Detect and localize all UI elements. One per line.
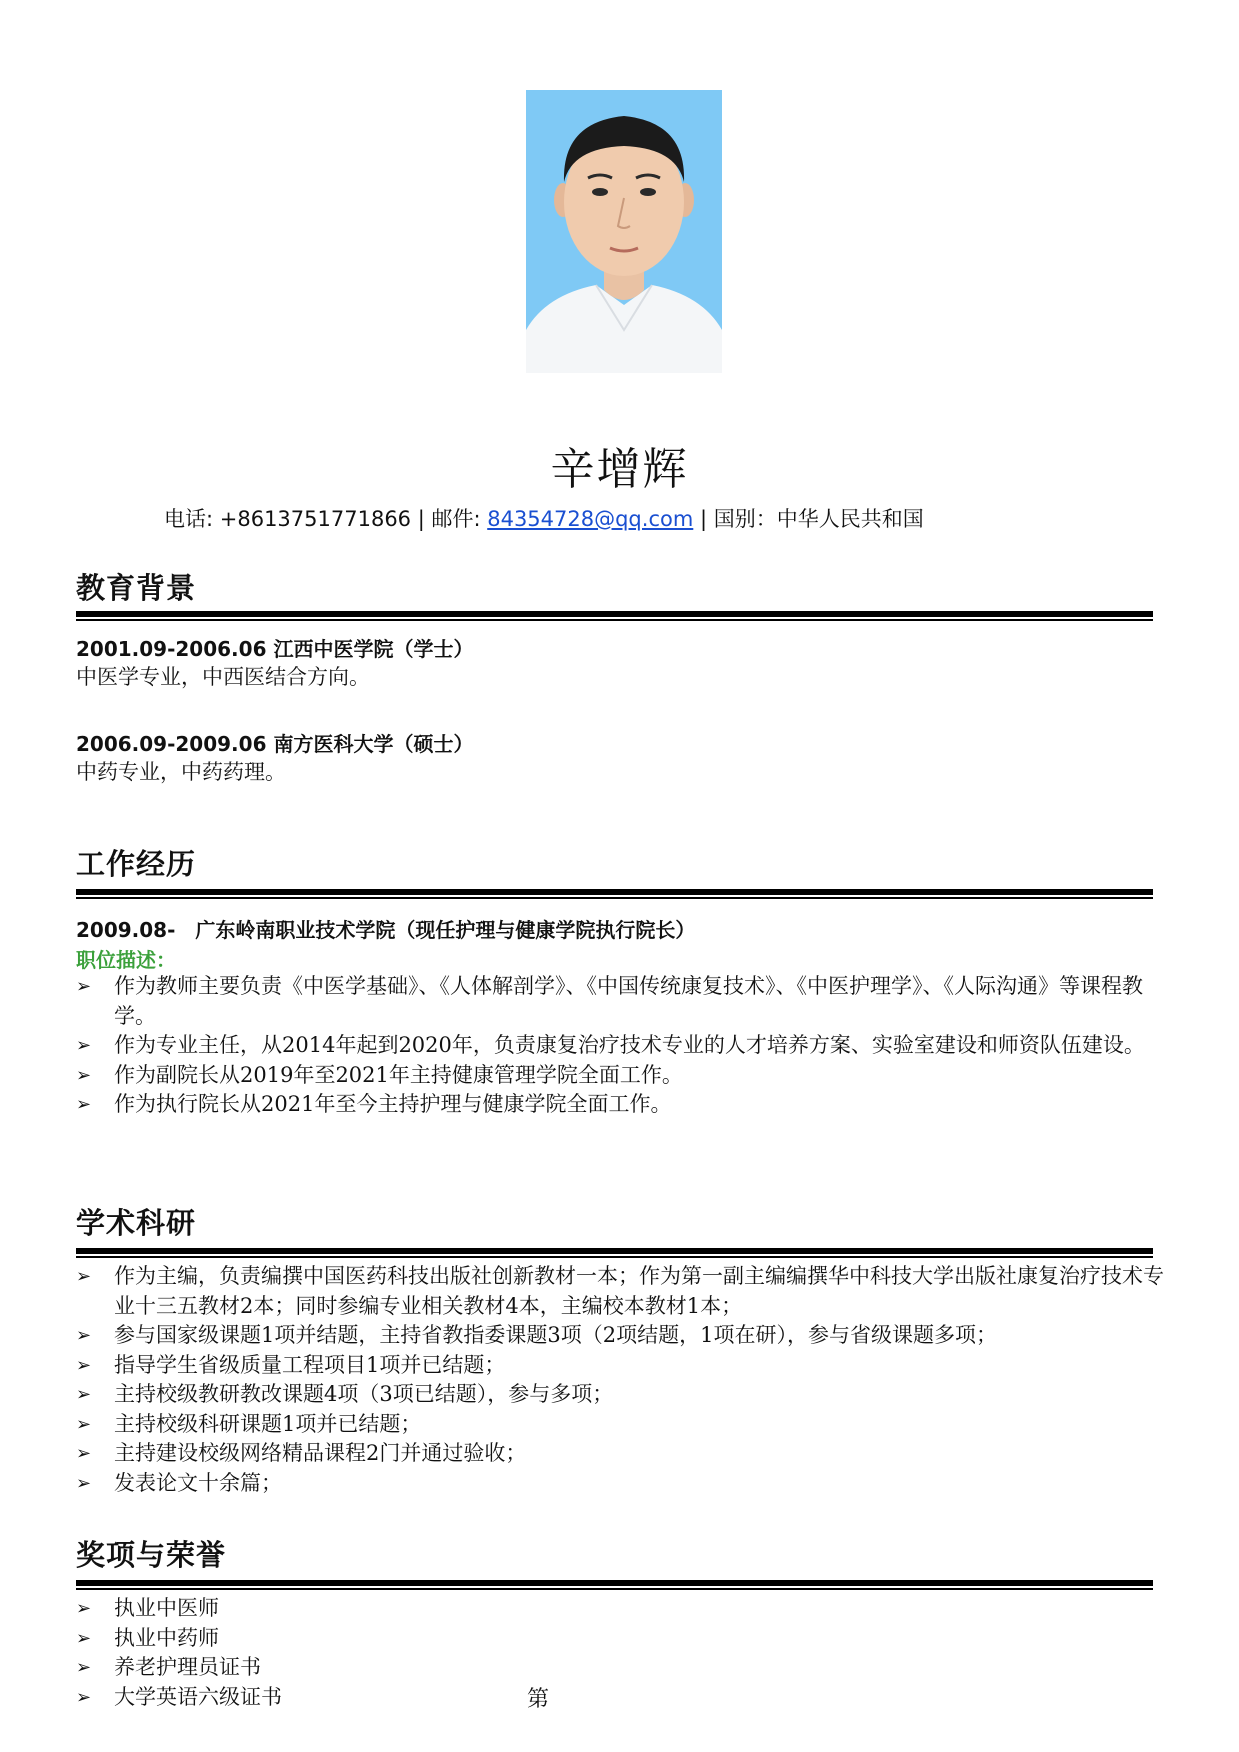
section-divider bbox=[76, 611, 1153, 621]
arrow-bullet-icon: ➢ bbox=[76, 1598, 92, 1619]
list-item: ➢ 指导学生省级质量工程项目1项并已结题； bbox=[76, 1351, 1176, 1381]
arrow-bullet-icon: ➢ bbox=[76, 1094, 92, 1115]
section-title-research: 学术科研 bbox=[76, 1206, 197, 1240]
arrow-bullet-icon: ➢ bbox=[76, 1384, 92, 1405]
list-item: ➢ 大学英语六级证书 bbox=[76, 1683, 1176, 1713]
arrow-bullet-icon: ➢ bbox=[76, 1266, 92, 1287]
list-item: ➢ 作为专业主任，从2014年起到2020年，负责康复治疗技术专业的人才培养方案、实验室建设和师资队伍建设。 bbox=[76, 1031, 1176, 1061]
list-item: ➢ 执业中药师 bbox=[76, 1624, 1176, 1654]
section-divider bbox=[76, 889, 1153, 899]
list-item: ➢ 养老护理员证书 bbox=[76, 1653, 1176, 1683]
arrow-bullet-icon: ➢ bbox=[76, 1443, 92, 1464]
arrow-bullet-icon: ➢ bbox=[76, 1325, 92, 1346]
section-divider bbox=[76, 1248, 1153, 1258]
page-number: 第 bbox=[527, 1687, 550, 1712]
section-divider bbox=[76, 1580, 1153, 1590]
arrow-bullet-icon: ➢ bbox=[76, 1064, 92, 1086]
role-description-label: 职位描述： bbox=[76, 948, 176, 972]
candidate-name: 辛增辉 bbox=[550, 444, 689, 495]
list-item: ➢ 主持校级科研课题1项并已结题； bbox=[76, 1410, 1176, 1440]
arrow-bullet-icon: ➢ bbox=[76, 1354, 92, 1376]
awards-list bbox=[76, 1594, 1176, 1712]
education-entry-heading: 2001.09-2006.06 江西中医学院（学士） bbox=[76, 637, 474, 661]
arrow-bullet-icon: ➢ bbox=[76, 1627, 92, 1649]
contact-country: | 国别：中华人民共和国 bbox=[693, 507, 924, 531]
list-item: ➢ 主持建设校级网络精品课程2门并通过验收； bbox=[76, 1439, 1176, 1469]
contact-phone: 电话: +8613751771866 | 邮件: bbox=[164, 507, 488, 531]
list-item: ➢ 主持校级教研教改课题4项（3项已结题），参与多项； bbox=[76, 1380, 1176, 1410]
job-date: 2009.08- bbox=[76, 918, 176, 942]
arrow-bullet-icon: ➢ bbox=[76, 1657, 92, 1678]
section-title-work: 工作经历 bbox=[76, 847, 197, 881]
email-link[interactable]: 84354728@qq.com bbox=[487, 507, 694, 531]
contact-line bbox=[164, 503, 924, 533]
arrow-bullet-icon: ➢ bbox=[76, 1035, 92, 1056]
list-item: ➢ 参与国家级课题1项并结题，主持省教指委课题3项（2项结题，1项在研），参与省级课题多项； bbox=[76, 1321, 1176, 1351]
arrow-bullet-icon: ➢ bbox=[76, 1686, 92, 1708]
work-duties-list bbox=[76, 972, 1176, 1120]
arrow-bullet-icon: ➢ bbox=[76, 1413, 92, 1435]
list-item: ➢ 作为副院长从2019年至2021年主持健康管理学院全面工作。 bbox=[76, 1061, 1176, 1091]
list-item: ➢ 作为教师主要负责《中医学基础》、《人体解剖学》、《中国传统康复技术》、《中医护理学》、《人际沟通》等课程教学。 bbox=[76, 974, 1143, 1028]
list-item: ➢ 执业中医师 bbox=[76, 1594, 1176, 1624]
arrow-bullet-icon: ➢ bbox=[76, 976, 92, 997]
portrait-photo bbox=[526, 90, 722, 373]
list-item: ➢ 作为主编，负责编撰中国医药科技出版社创新教材一本；作为第一副主编编撰华中科技大学出版社康复治疗技术专业十三五教材2本；同时参编专业相关教材4本，主编校本教材1本； bbox=[76, 1264, 1164, 1318]
section-title-awards: 奖项与荣誉 bbox=[76, 1538, 227, 1572]
education-entry-heading: 2006.09-2009.06 南方医科大学（硕士） bbox=[76, 732, 474, 756]
education-entry-description: 中药专业，中药药理。 bbox=[76, 760, 286, 784]
job-heading bbox=[76, 914, 695, 943]
arrow-bullet-icon: ➢ bbox=[76, 1472, 92, 1494]
research-list bbox=[76, 1262, 1176, 1498]
section-title-education: 教育背景 bbox=[76, 571, 197, 605]
education-entry-description: 中医学专业，中西医结合方向。 bbox=[76, 665, 370, 689]
list-item: ➢ 作为执行院长从2021年至今主持护理与健康学院全面工作。 bbox=[76, 1090, 1176, 1120]
list-item: ➢ 发表论文十余篇； bbox=[76, 1469, 1176, 1499]
job-organization: 广东岭南职业技术学院（现任护理与健康学院执行院长） bbox=[195, 918, 696, 942]
